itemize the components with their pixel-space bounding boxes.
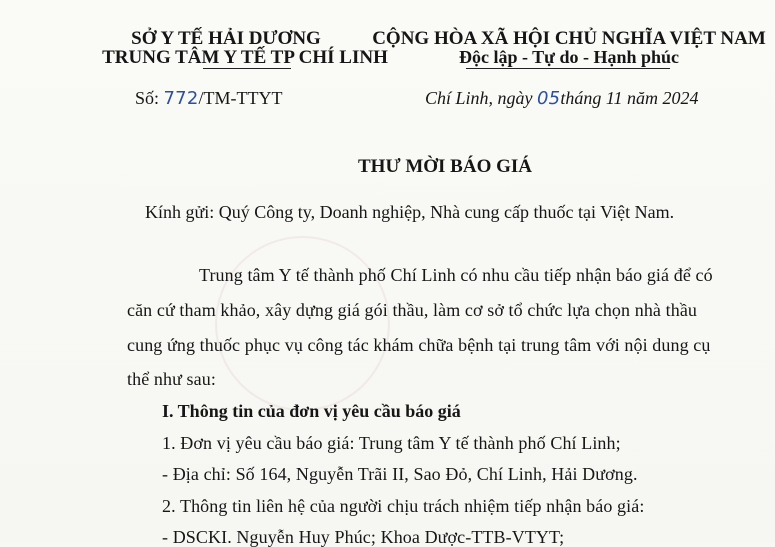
info-line-4: - DSCKI. Nguyễn Huy Phúc; Khoa Dược-TTB-VTYT; xyxy=(162,527,565,547)
paragraph-line-4: thể như sau: xyxy=(127,369,216,389)
place-date-line xyxy=(425,89,699,108)
header-left-main: TRUNG TÂM Y TẾ TP CHÍ LINH xyxy=(102,47,388,68)
info-line-1: 1. Đơn vị yêu cầu báo giá: Trung tâm Y tế thành phố Chí Linh; xyxy=(162,433,621,453)
header-left-underline xyxy=(203,68,291,69)
document-number-suffix: /TM-TTYT xyxy=(198,88,283,108)
document-number-line xyxy=(135,89,282,108)
recipient-line: Kính gửi: Quý Công ty, Doanh nghiệp, Nhà cung cấp thuốc tại Việt Nam. xyxy=(145,202,675,222)
faint-stamp-mark xyxy=(215,236,390,411)
header-right-top: CỘNG HÒA XÃ HỘI CHỦ NGHĨA VIỆT NAM xyxy=(372,28,766,49)
section-title: I. Thông tin của đơn vị yêu cầu báo giá xyxy=(162,401,461,421)
paragraph-line-1: Trung tâm Y tế thành phố Chí Linh có nhu cầu tiếp nhận báo giá để có xyxy=(199,265,713,285)
place-date-prefix: Chí Linh, ngày xyxy=(425,88,538,108)
info-line-2: - Địa chỉ: Số 164, Nguyễn Trãi II, Sao Đỏ, Chí Linh, Hải Dương. xyxy=(162,464,638,484)
document-number-prefix: Số: xyxy=(135,88,164,108)
place-date-suffix: tháng 11 năm 2024 xyxy=(560,88,699,108)
document-title: THƯ MỜI BÁO GIÁ xyxy=(358,156,532,177)
header-left-top: SỞ Y TẾ HẢI DƯƠNG xyxy=(131,28,321,49)
document-number-value: 772 xyxy=(163,88,199,109)
header-right-main: Độc lập - Tự do - Hạnh phúc xyxy=(458,47,680,67)
info-line-3: 2. Thông tin liên hệ của người chịu trách nhiệm tiếp nhận báo giá: xyxy=(162,496,645,516)
paragraph-line-2: căn cứ tham khảo, xây dựng giá gói thầu, làm cơ sở tổ chức lựa chọn nhà thầu xyxy=(127,300,698,320)
paragraph-line-3: cung ứng thuốc phục vụ công tác khám chữa bệnh tại trung tâm với nội dung cụ xyxy=(127,335,711,355)
header-right-underline xyxy=(466,68,670,69)
date-day-handwritten: 05 xyxy=(537,88,561,109)
